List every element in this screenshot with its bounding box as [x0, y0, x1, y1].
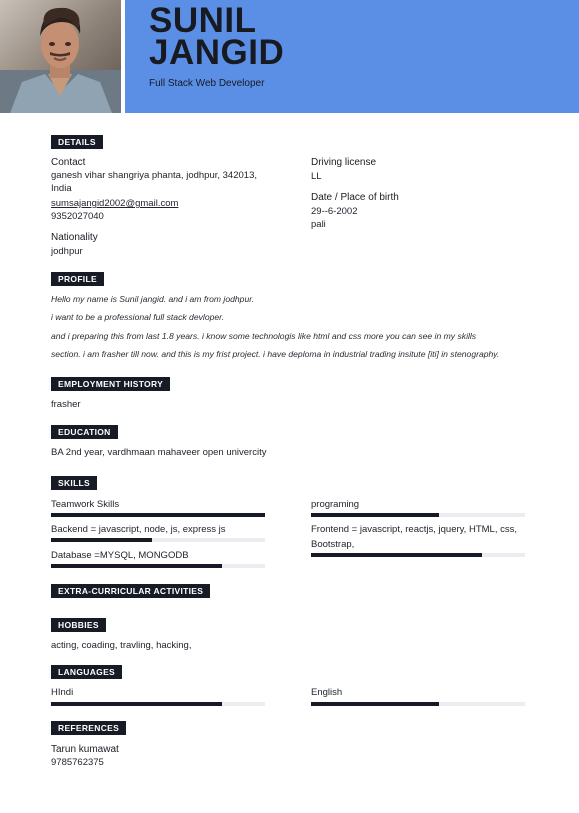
hobbies-text: acting, coading, travling, hacking, [51, 640, 192, 651]
skill-label-continued: Bootstrap, [311, 539, 355, 550]
details-heading: DETAILS [51, 135, 103, 149]
language-label: English [311, 687, 343, 698]
skill-bar-fill [51, 564, 222, 568]
skill-bar [311, 553, 525, 557]
profile-line-2: i want to be a professional full stack devloper. [51, 312, 225, 322]
hobbies-heading: HOBBIES [51, 618, 106, 632]
education-text: BA 2nd year, vardhmaan mahaveer open univercity [51, 447, 267, 458]
email-link[interactable]: sumsajangid2002@gmail.com [51, 198, 179, 209]
phone-number: 9352027040 [51, 211, 104, 222]
skill-bar [51, 564, 265, 568]
profile-line-4: section. i am frasher till now. and this is my frist project. i have deploma in industrial trading insitute [iti] in stenography. [51, 349, 500, 359]
resume-header [0, 0, 579, 113]
profile-line-1: Hello my name is Sunil jangid. and i am from jodhpur. [51, 294, 255, 304]
profile-photo [0, 0, 121, 113]
license-value: LL [311, 171, 322, 182]
extra-curricular-heading: EXTRA-CURRICULAR ACTIVITIES [51, 584, 210, 598]
header-banner [125, 0, 579, 113]
job-title: Full Stack Web Developer [149, 78, 265, 89]
nationality-label: Nationality [51, 232, 98, 243]
references-heading: REFERENCES [51, 721, 126, 735]
full-name [149, 1, 285, 72]
skill-bar-fill [311, 553, 482, 557]
birth-date: 29--6-2002 [311, 206, 358, 217]
skill-bar [51, 513, 265, 517]
birth-place: pali [311, 219, 326, 230]
skill-label: Database =MYSQL, MONGODB [51, 550, 189, 561]
last-name: JANGID [149, 33, 285, 72]
nationality-value: jodhpur [51, 246, 83, 257]
language-bar-fill [311, 702, 439, 706]
education-heading: EDUCATION [51, 425, 118, 439]
employment-heading: EMPLOYMENT HISTORY [51, 377, 170, 391]
license-label: Driving license [311, 157, 377, 168]
language-bar-fill [51, 702, 222, 706]
languages-heading: LANGUAGES [51, 665, 122, 679]
skill-label: programing [311, 499, 360, 510]
skill-label: Backend = javascript, node, js, express js [51, 524, 226, 535]
skill-label: Frontend = javascript, reactjs, jquery, HTML, css, [311, 524, 517, 535]
reference-name: Tarun kumawat [51, 744, 119, 755]
reference-phone: 9785762375 [51, 757, 104, 768]
skill-bar-fill [51, 513, 265, 517]
employment-text: frasher [51, 399, 81, 410]
profile-heading: PROFILE [51, 272, 104, 286]
profile-line-3: and i preparing this from last 1.8 years. i know some technologis like html and css more you can see in my skills [51, 331, 477, 341]
skills-heading: SKILLS [51, 476, 97, 490]
skill-bar-fill [311, 513, 439, 517]
skill-bar [311, 513, 525, 517]
language-label: HIndi [51, 687, 74, 698]
language-bar [51, 702, 265, 706]
birth-label: Date / Place of birth [311, 192, 399, 203]
profile-photo-illustration [0, 0, 121, 113]
skill-bar [51, 538, 265, 542]
address-line-1: ganesh vihar shangriya phanta, jodhpur, 342013, [51, 170, 257, 181]
address-line-2: India [51, 183, 72, 194]
language-bar [311, 702, 525, 706]
skill-bar-fill [51, 538, 152, 542]
first-name: SUNIL [149, 1, 257, 40]
skill-label: Teamwork Skills [51, 499, 120, 510]
contact-label: Contact [51, 157, 86, 168]
